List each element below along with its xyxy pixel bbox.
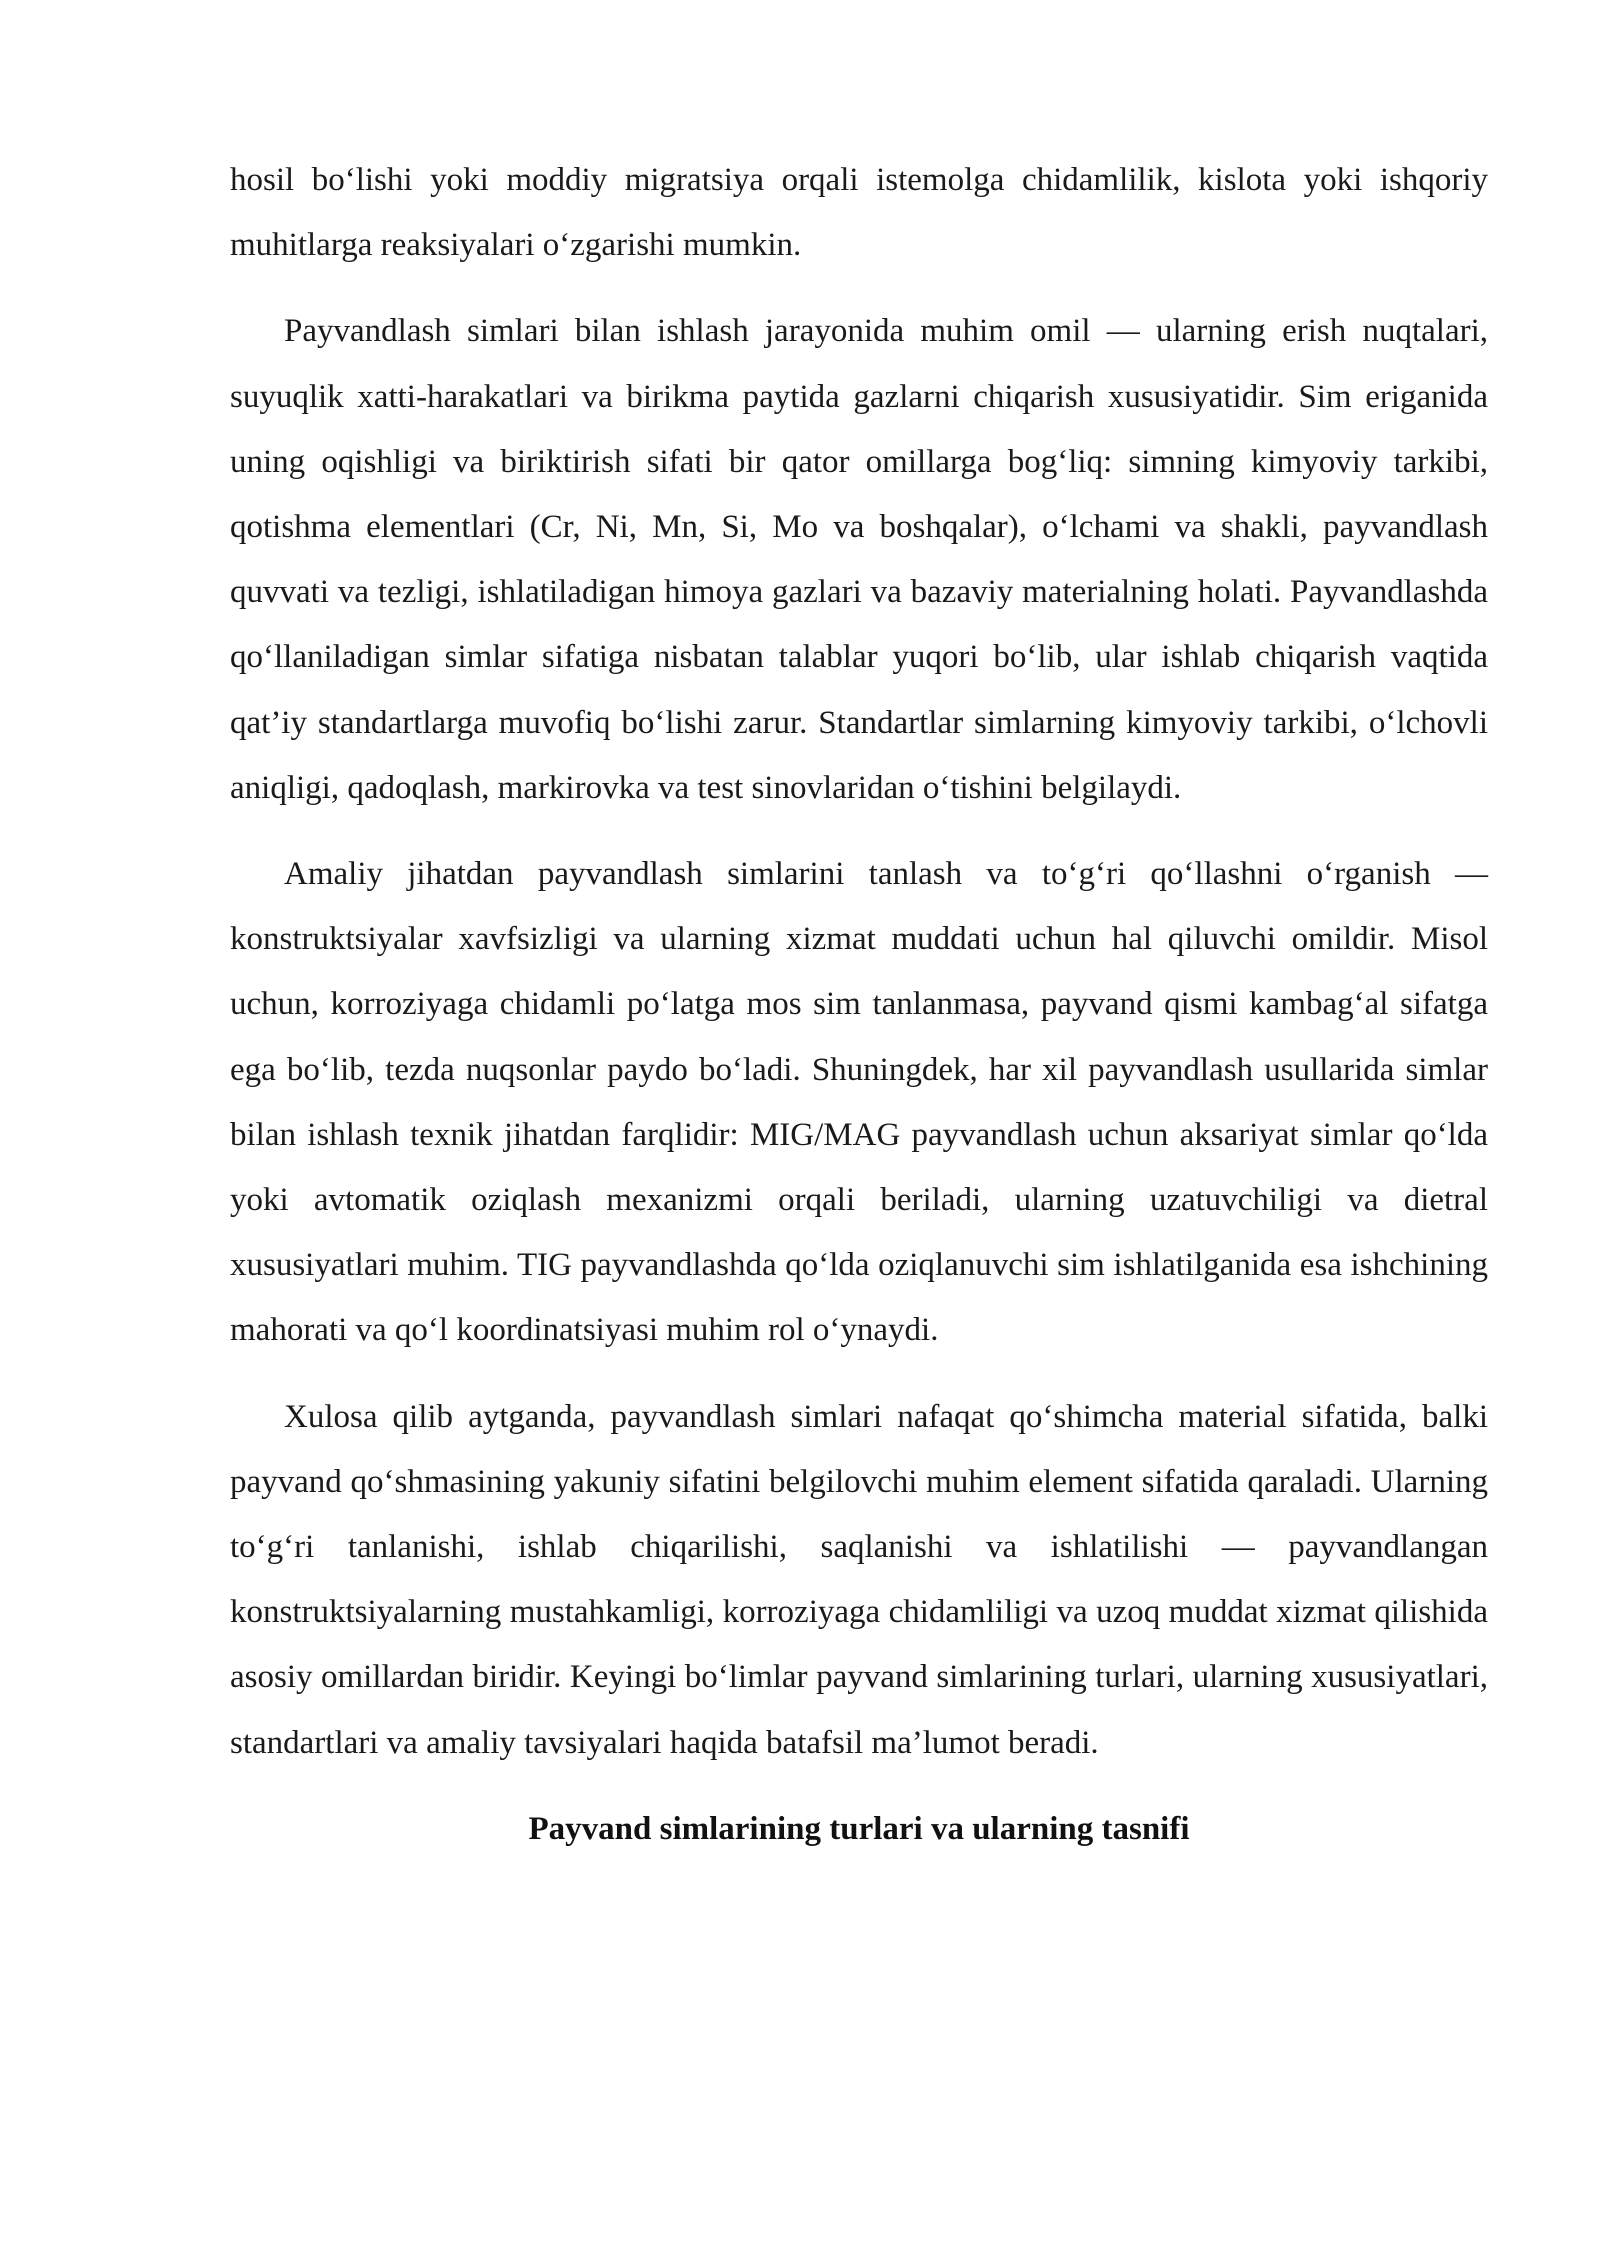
- paragraph-conclusion: Xulosa qilib aytganda, payvandlash simlari nafaqat qo‘shimcha material sifatida, balki payvand qo‘shmasining yakuniy sifatini belgilovchi muhim element sifatida qaraladi. Ularning to‘g‘ri tanlanishi, ishlab chiqarilishi, saqlanishi va ishlatilishi — payvandlangan konstruktsiyalarning mustahkamligi, korroziyaga chidamliligi va uzoq muddat xizmat qilishida asosiy omillardan biridir. Keyingi bo‘limlar payvand simlarining turlari, ularning xususiyatlari, standartlari va amaliy tavsiyalari haqida batafsil ma’lumot beradi.: [230, 1398, 1488, 1761]
- paragraph-welding-wire-properties: Payvandlash simlari bilan ishlash jarayonida muhim omil — ularning erish nuqtalari, suyuqlik xatti-harakatlari va birikma paytida gazlarni chiqarish xususiyatidir. Sim eriganida uning oqishligi va biriktirish sifati bir qator omillarga bog‘liq: simning kimyoviy tarkibi, qotishma elementlari (Cr, Ni, Mn, Si, Mo va boshqalar), o‘lchami va shakli, payvandlash quvvati va tezligi, ishlatiladigan himoya gazlari va bazaviy materialning holati. Payvandlashda qo‘llaniladigan simlar sifatiga nisbatan talablar yuqori bo‘lib, ular ishlab chiqarish vaqtida qat’iy standartlarga muvofiq bo‘lishi zarur. Standartlar simlarning kimyoviy tarkibi, o‘lchovli aniqligi, qadoqlash, markirovka va test sinovlaridan o‘tishini belgilaydi.: [230, 313, 1488, 806]
- document-page: [230, 148, 1488, 1862]
- section-heading: Payvand simlarining turlari va ularning tasnifi: [528, 1810, 1190, 1847]
- paragraph-continuation: hosil bo‘lishi yoki moddiy migratsiya orqali istemolga chidamlilik, kislota yoki ishqoriy muhitlarga reaksiyalari o‘zgarishi mumkin.: [230, 162, 1488, 264]
- paragraph-practical-selection: Amaliy jihatdan payvandlash simlarini tanlash va to‘g‘ri qo‘llashni o‘rganish — konstruktsiyalar xavfsizligi va ularning xizmat muddati uchun hal qiluvchi omildir. Misol uchun, korroziyaga chidamli po‘latga mos sim tanlanmasa, payvand qismi kambag‘al sifatga ega bo‘lib, tezda nuqsonlar paydo bo‘ladi. Shuningdek, har xil payvandlash usullarida simlar bilan ishlash texnik jihatdan farqlidir: MIG/MAG payvandlash uchun aksariyat simlar qo‘lda yoki avtomatik oziqlash mexanizmi orqali beriladi, ularning uzatuvchiligi va dietral xususiyatlari muhim. TIG payvandlashda qo‘lda oziqlanuvchi sim ishlatilganida esa ishchining mahorati va qo‘l koordinatsiyasi muhim rol o‘ynaydi.: [230, 856, 1488, 1349]
